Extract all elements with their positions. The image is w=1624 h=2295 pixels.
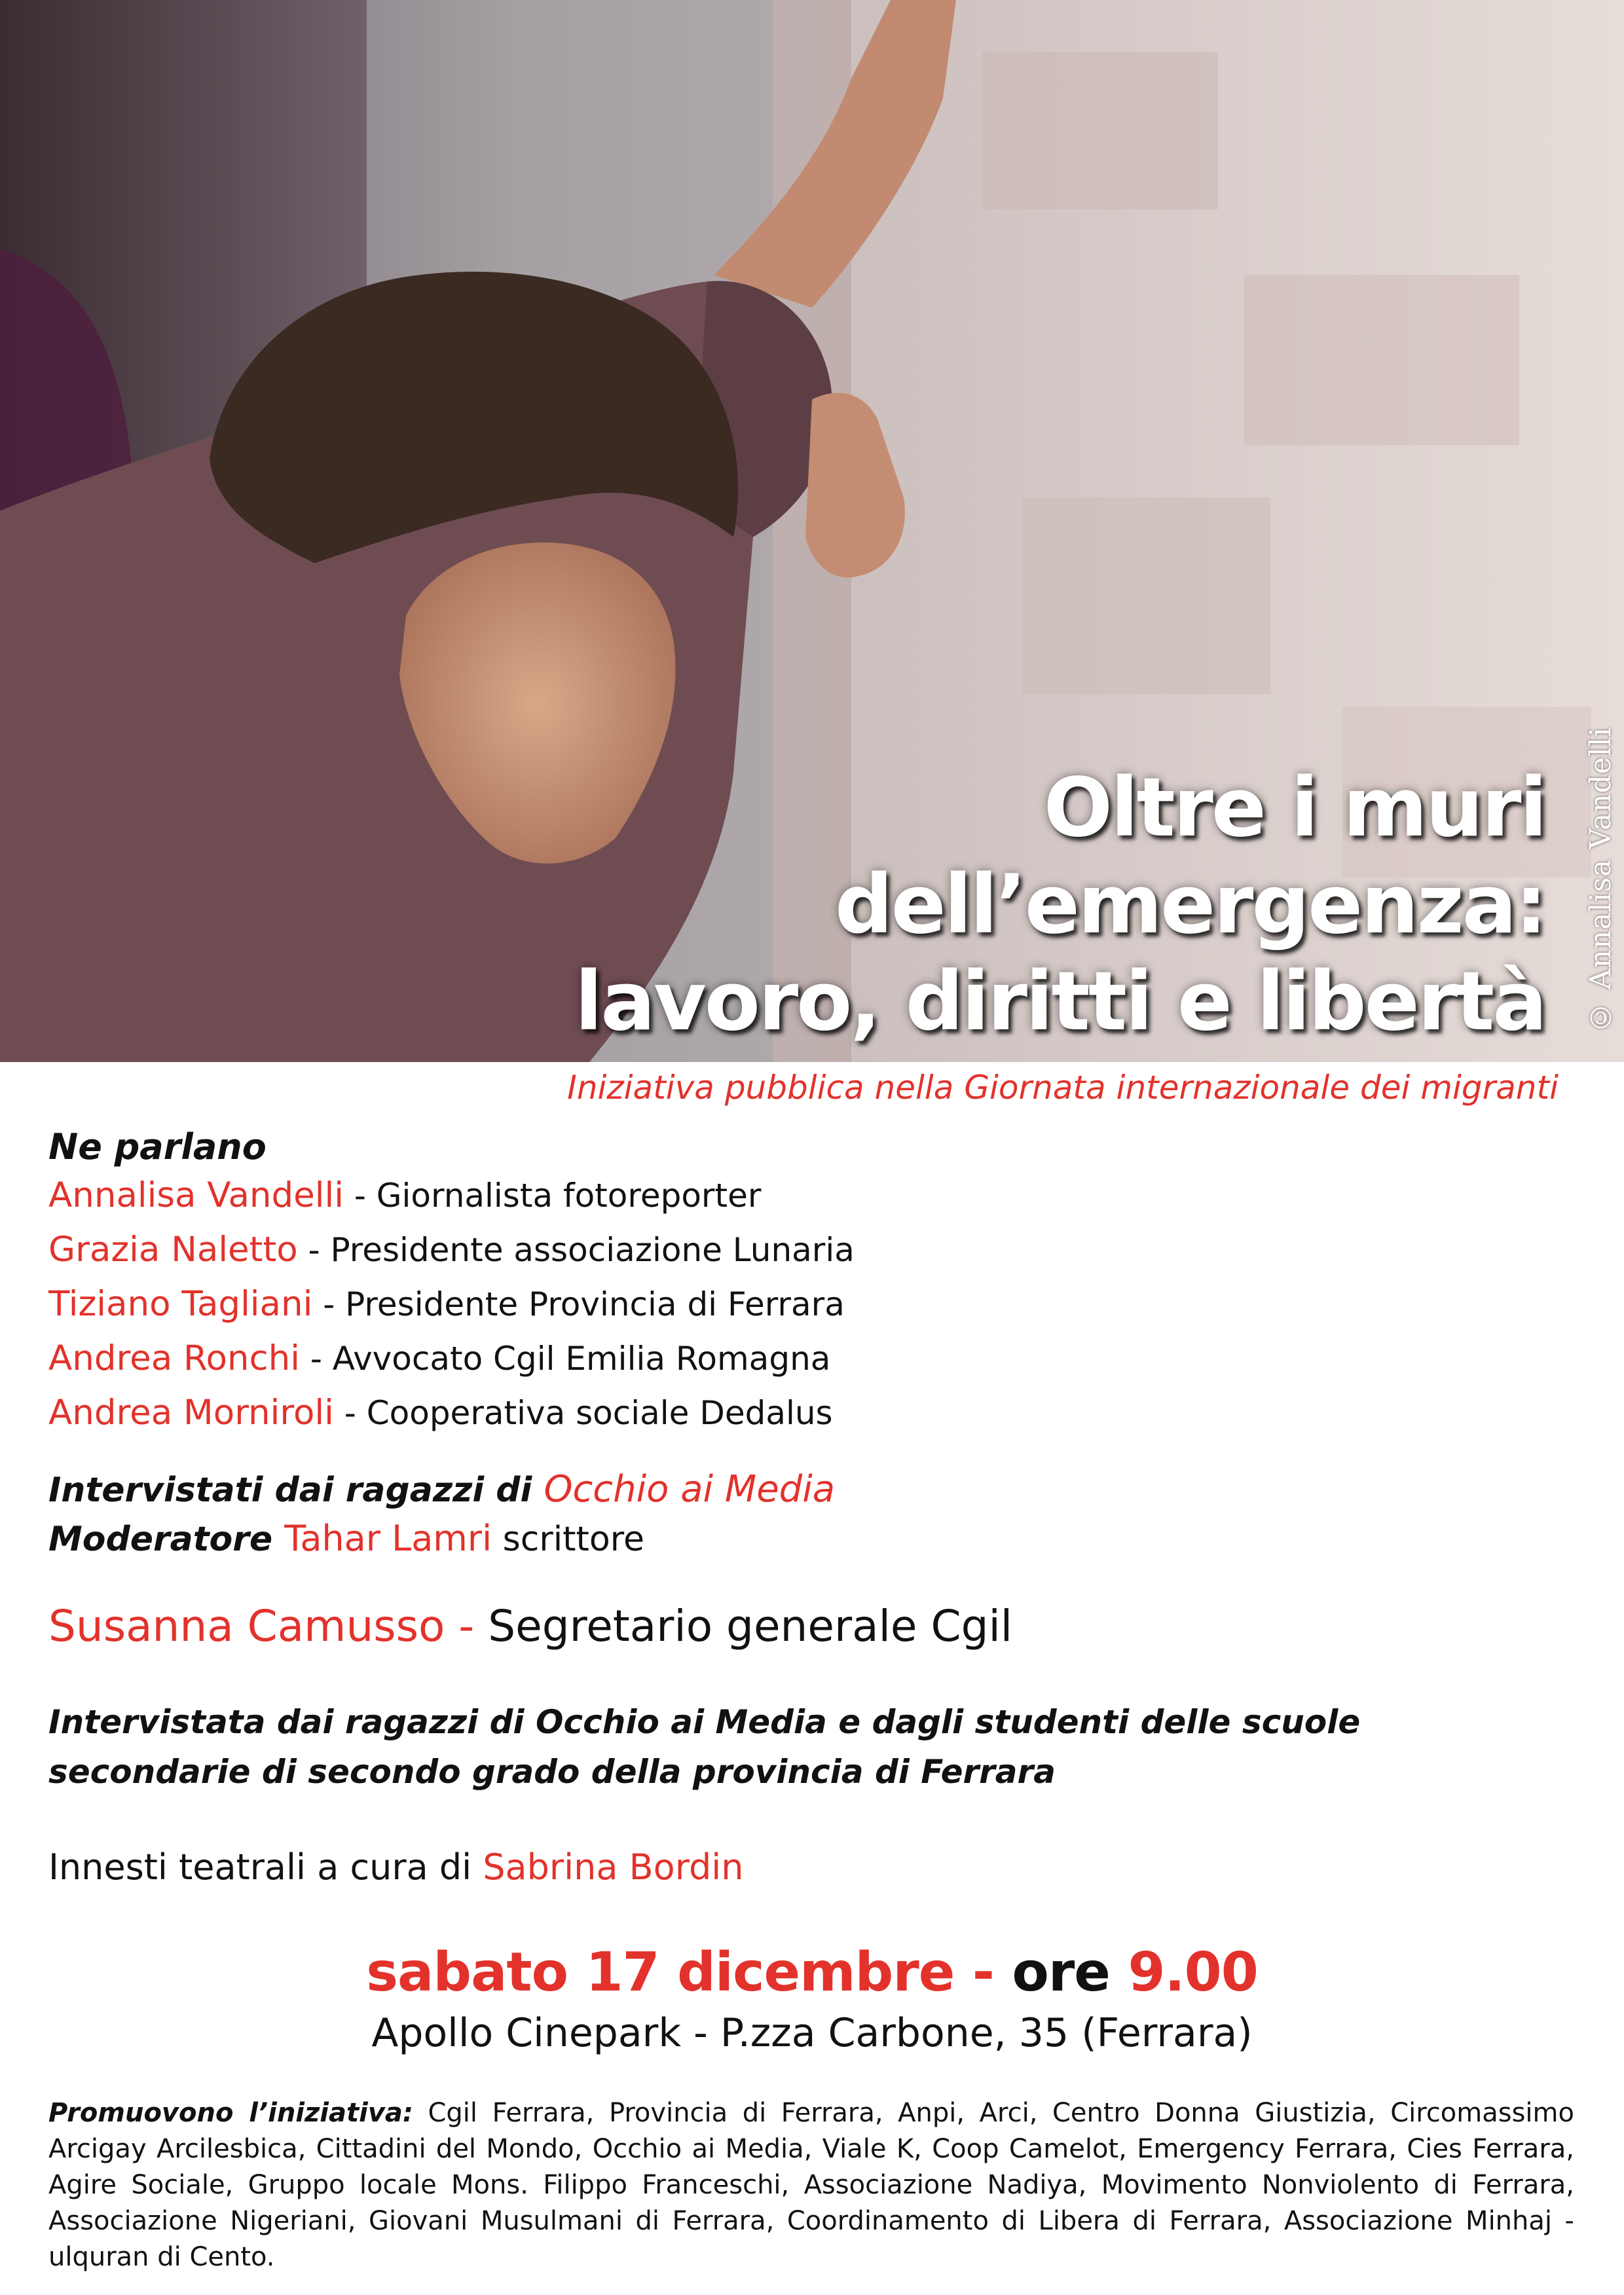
speaker-name: Grazia Naletto <box>48 1230 298 1270</box>
promoters-text: Cgil Ferrara, Provincia di Ferrara, Anpi, Arci, Centro Donna Giustizia, Circomassimo Arcigay Arcilesbica, Cittadini del Mondo, Occhio ai Media, Viale K, Coop Camelot, Emergency Ferrara, Cies Ferrara, Agire Sociale, Gruppo locale Mons. Filippo Franceschi, Associazione Nadiya, Movimento Nonviolento di Ferrara, Associazione Nigeriani, Giovani Musulmani di Ferrara, Coordinamento di Libera di Ferrara, Associazione Minhaj - ulquran di Cento. <box>48 2098 1574 2272</box>
promoters <box>48 2095 1574 2275</box>
event-datetime <box>0 1941 1624 2004</box>
event-time: 9.00 <box>1128 1941 1258 2004</box>
keynote-note: Intervistata dai ragazzi di Occhio ai Media e dagli studenti delle scuole secondarie di secondo grado della provincia di Ferrara <box>48 1703 1361 1791</box>
moderator-role: scrittore <box>492 1520 644 1559</box>
moderator-label: Moderatore <box>48 1520 285 1559</box>
event-time-label: ore <box>1012 1941 1128 2004</box>
speaker-role: - Presidente associazione Lunaria <box>297 1231 855 1269</box>
speaker-item <box>48 1284 855 1338</box>
moderator-line <box>48 1518 644 1559</box>
speaker-role: - Presidente Provincia di Ferrara <box>312 1285 845 1323</box>
event-subtitle: Iniziativa pubblica nella Giornata internazionale dei migranti <box>567 1069 1559 1107</box>
hero-photo <box>0 0 1624 1062</box>
speaker-item <box>48 1338 855 1393</box>
theatre-line <box>48 1846 743 1888</box>
speakers-list <box>48 1175 855 1447</box>
speaker-item <box>48 1393 855 1447</box>
speaker-role: - Cooperativa sociale Dedalus <box>333 1394 833 1432</box>
speaker-name: Tiziano Tagliani <box>48 1284 313 1324</box>
speaker-name: Annalisa Vandelli <box>48 1175 344 1215</box>
event-title <box>575 760 1545 1050</box>
keynote-name: Susanna Camusso - <box>48 1601 489 1651</box>
speaker-role: - Giornalista fotoreporter <box>343 1177 762 1215</box>
keynote-role: Segretario generale Cgil <box>488 1601 1013 1651</box>
speaker-item <box>48 1175 855 1230</box>
speaker-role: - Avvocato Cgil Emilia Romagna <box>299 1340 831 1378</box>
keynote-line <box>48 1601 1012 1651</box>
interviewers-line <box>48 1468 835 1511</box>
speakers-heading: Ne parlano <box>48 1126 267 1167</box>
event-place: Apollo Cinepark - P.zza Carbone, 35 (Ferrara) <box>371 2010 1253 2056</box>
title-line: Oltre i muri <box>1043 761 1545 855</box>
promoters-label: Promuovono l’iniziativa: <box>48 2098 413 2128</box>
speaker-name: Andrea Ronchi <box>48 1338 300 1378</box>
speaker-name: Andrea Morniroli <box>48 1393 334 1433</box>
photo-credit: © Annalisa Vandelli <box>1584 727 1617 1034</box>
title-line: lavoro, diritti e libertà <box>574 955 1545 1049</box>
title-line: dell’emergenza: <box>834 858 1545 952</box>
interviewers-label: Intervistati dai ragazzi di <box>48 1471 544 1510</box>
speaker-item <box>48 1230 855 1284</box>
event-date: sabato 17 dicembre - <box>366 1941 1012 2004</box>
moderator-name: Tahar Lamri <box>284 1518 492 1559</box>
theatre-name: Sabrina Bordin <box>483 1846 744 1888</box>
interviewers-name: Occhio ai Media <box>544 1468 836 1511</box>
theatre-label: Innesti teatrali a cura di <box>48 1846 483 1888</box>
